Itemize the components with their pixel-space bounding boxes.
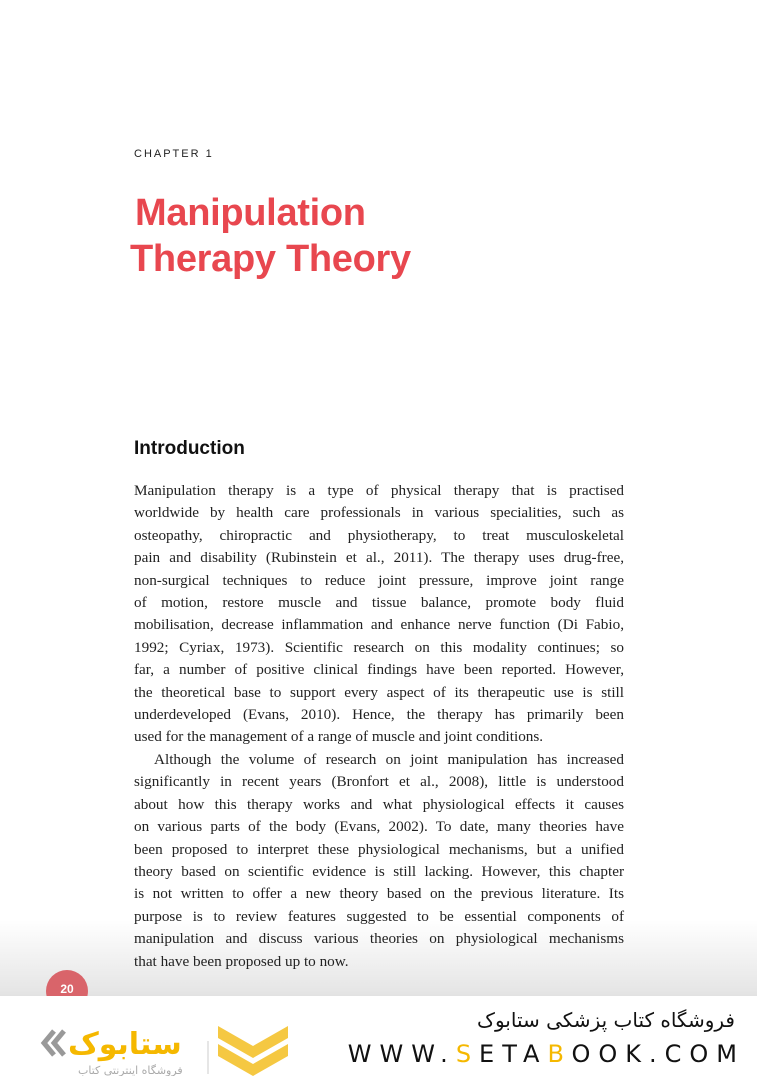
text-line: osteopathy, chiropractic and physiotherapy, to treat musculoskeletal — [134, 526, 624, 544]
text-line: about how this therapy works and what physiological effects it causes — [134, 795, 624, 813]
section-heading: Introduction — [134, 438, 245, 459]
svg-text:ستابوک: ستابوک — [68, 1027, 182, 1062]
text-line: far, a number of positive clinical findings have been reported. However, — [134, 661, 624, 679]
text-line: underdeveloped (Evans, 2010). Hence, the therapy has primarily been — [134, 706, 624, 724]
text-line: Although the volume of research on joint manipulation has increased — [154, 750, 624, 768]
setabook-logo — [38, 1016, 288, 1076]
text-line: mobilisation, decrease inflammation and enhance nerve function (Di Fabio, — [134, 616, 624, 634]
text-line: purpose is to review features suggested to be essential components of — [134, 907, 624, 925]
text-line: significantly in recent years (Bronfort et al., 2008), little is understood — [134, 773, 624, 791]
svg-text:فروشگاه اینترنتی کتاب: فروشگاه اینترنتی کتاب — [78, 1064, 183, 1076]
text-line: non-surgical techniques to reduce joint pressure, improve joint range — [134, 571, 624, 589]
text-line: is not written to offer a new theory based on the previous literature. Its — [134, 885, 624, 903]
title-line: Therapy Theory — [130, 238, 411, 280]
chapter-title — [130, 190, 411, 282]
store-url: WWW.SETABOOK.COM — [347, 1040, 745, 1068]
text-line: the theoretical base to support every aspect of its therapeutic use is still — [134, 683, 624, 701]
watermark-footer — [0, 996, 757, 1080]
text-line: on various parts of the body (Evans, 2002). To date, many theories have — [134, 818, 624, 836]
title-line: Manipulation — [135, 192, 366, 234]
body-text — [134, 480, 624, 973]
store-name: فروشگاه کتاب پزشکی ستابوک — [477, 1008, 735, 1032]
text-line: used for the management of a range of muscle and joint conditions. — [134, 728, 544, 746]
page-number: 20 — [46, 970, 88, 996]
text-line: theory based on scientific evidence is still lacking. However, this chapter — [134, 862, 624, 880]
chapter-label: CHAPTER 1 — [134, 148, 214, 160]
text-line: 1992; Cyriax, 1973). Scientific research on this modality continues; so — [134, 638, 624, 656]
text-line: that have been proposed up to now. — [134, 952, 349, 970]
text-line: of motion, restore muscle and tissue balance, promote body fluid — [134, 594, 624, 612]
text-line: worldwide by health care professionals in various specialities, such as — [134, 504, 624, 522]
text-line: manipulation and discuss various theories on physiological mechanisms — [134, 930, 624, 948]
text-line: been proposed to interpret these physiological mechanisms, but a unified — [134, 840, 624, 858]
text-line: pain and disability (Rubinstein et al., 2011). The therapy uses drug-free, — [134, 549, 624, 567]
text-line: Manipulation therapy is a type of physical therapy that is practised — [134, 482, 624, 499]
